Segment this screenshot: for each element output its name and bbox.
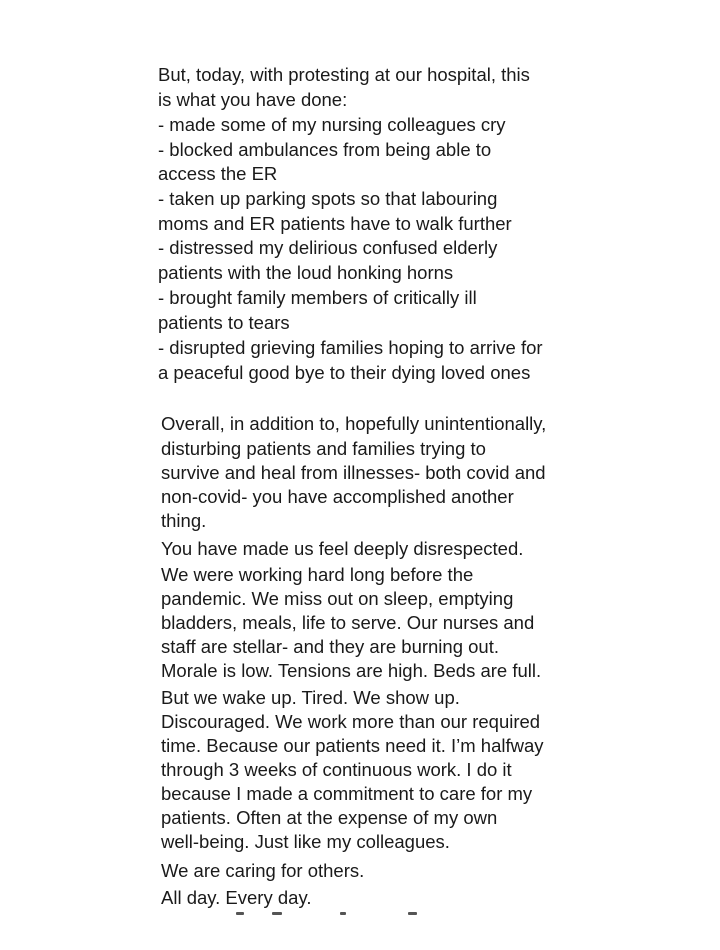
text-line: We are caring for others. — [161, 860, 365, 881]
text-line: access the ER — [158, 163, 278, 184]
text-line: patients. Often at the expense of my own — [161, 807, 498, 828]
text-line: pandemic. We miss out on sleep, emptying — [161, 588, 514, 609]
text-line: We were working hard long before the — [161, 564, 474, 585]
cut-off-text-line — [232, 908, 422, 916]
text-line: - taken up parking spots so that labouring — [158, 188, 498, 209]
text-line: patients with the loud honking horns — [158, 262, 454, 283]
text-line: a peaceful good bye to their dying loved ones — [158, 362, 531, 383]
text-line: bladders, meals, life to serve. Our nurses and — [161, 612, 535, 633]
text-line: - distressed my delirious confused elderly — [158, 237, 498, 258]
text-line: through 3 weeks of continuous work. I do it — [161, 759, 512, 780]
text-line: - brought family members of critically ill — [158, 287, 477, 308]
text-line: But, today, with protesting at our hospital, this — [158, 64, 530, 85]
text-line: Overall, in addition to, hopefully unintentionally, — [161, 413, 547, 434]
text-line: disturbing patients and families trying to — [161, 438, 486, 459]
text-line: non-covid- you have accomplished another — [161, 486, 514, 507]
text-line: staff are stellar- and they are burning out. — [161, 636, 499, 657]
text-line: patients to tears — [158, 312, 290, 333]
text-line: - made some of my nursing colleagues cry — [158, 114, 506, 135]
text-line: - blocked ambulances from being able to — [158, 139, 492, 160]
text-line: survive and heal from illnesses- both covid and — [161, 462, 546, 483]
text-line: moms and ER patients have to walk further — [158, 213, 512, 234]
text-line: But we wake up. Tired. We show up. — [161, 687, 460, 708]
text-line: All day. Every day. — [161, 887, 312, 908]
text-line: thing. — [161, 510, 207, 531]
text-line: is what you have done: — [158, 89, 348, 110]
text-line: - disrupted grieving families hoping to arrive for — [158, 337, 543, 358]
text-line: Discouraged. We work more than our required — [161, 711, 541, 732]
text-line: Morale is low. Tensions are high. Beds are full. — [161, 660, 542, 681]
text-line: time. Because our patients need it. I’m halfway — [161, 735, 544, 756]
text-line: because I made a commitment to care for my — [161, 783, 533, 804]
text-line: You have made us feel deeply disrespected. — [161, 538, 524, 559]
text-line: well-being. Just like my colleagues. — [161, 831, 450, 852]
